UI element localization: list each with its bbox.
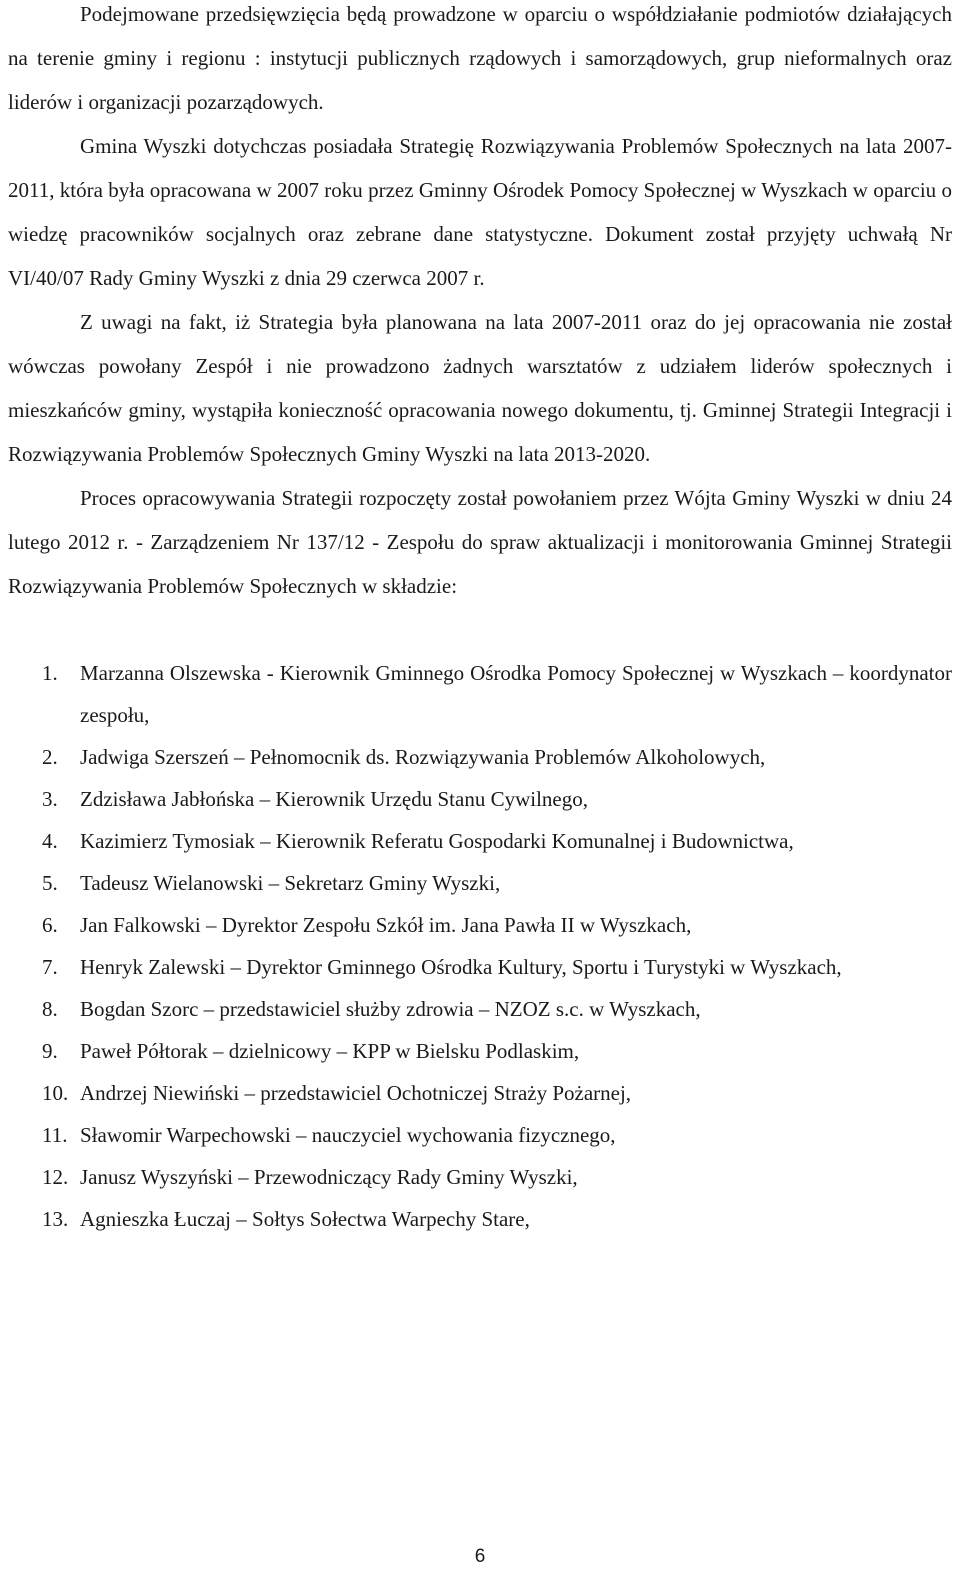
list-item [8, 1114, 952, 1156]
list-item-number: 7. [42, 955, 58, 979]
list-item [8, 1072, 952, 1114]
list-item-number: 4. [42, 829, 58, 853]
paragraph-team-appointment: Proces opracowywania Strategii rozpoczęty został powołaniem przez Wójta Gminy Wyszki w dniu 24 lutego 2012 r. - Zarządzeniem Nr 137/12 - Zespołu do spraw aktualizacji i monitorowania Gminnej Strategii Rozwiązywania Problemów Społecznych w składzie: [8, 486, 952, 598]
list-item [8, 904, 952, 946]
list-item-text: Bogdan Szorc – przedstawiciel służby zdrowia – NZOZ s.c. w Wyszkach, [80, 997, 701, 1021]
list-item-text: Janusz Wyszyński – Przewodniczący Rady Gminy Wyszki, [80, 1165, 578, 1189]
list-item-number: 6. [42, 913, 58, 937]
list-item [8, 820, 952, 862]
list-item-number: 8. [42, 997, 58, 1021]
list-item-number: 13. [42, 1207, 69, 1231]
list-item-number: 12. [42, 1165, 69, 1189]
list-item [8, 652, 952, 736]
list-item-number: 11. [42, 1123, 68, 1147]
list-item-text: Jan Falkowski – Dyrektor Zespołu Szkół im. Jana Pawła II w Wyszkach, [80, 913, 692, 937]
list-item-number: 10. [42, 1081, 69, 1105]
list-item-number: 5. [42, 871, 58, 895]
list-item-text: Agnieszka Łuczaj – Sołtys Sołectwa Warpechy Stare, [80, 1207, 530, 1231]
list-item-number: 3. [42, 787, 58, 811]
page-number: 6 [474, 1546, 486, 1567]
paragraph-new-strategy-need: Z uwagi na fakt, iż Strategia była planowana na lata 2007-2011 oraz do jej opracowania nie został wówczas powołany Zespół i nie prowadzono żadnych warsztatów z udziałem liderów społecznych i mieszkańców gminy, wystąpiła konieczność opracowania nowego dokumentu, tj. Gminnej Strategii Integracji i Rozwiązywania Problemów Społecznych Gminy Wyszki na lata 2013-2020. [8, 310, 952, 466]
list-item-number: 1. [42, 661, 58, 685]
team-members-list [8, 652, 952, 1240]
list-item [8, 1156, 952, 1198]
list-item-text: Jadwiga Szerszeń – Pełnomocnik ds. Rozwiązywania Problemów Alkoholowych, [80, 745, 766, 769]
list-item [8, 778, 952, 820]
paragraph-previous-strategy: Gmina Wyszki dotychczas posiadała Strategię Rozwiązywania Problemów Społecznych na lata 2007-2011, która była opracowana w 2007 roku przez Gminny Ośrodek Pomocy Społecznej w Wyszkach w oparciu o wiedzę pracowników socjalnych oraz zebrane dane statystyczne. Dokument został przyjęty uchwałą Nr VI/40/07 Rady Gminy Wyszki z dnia 29 czerwca 2007 r. [8, 134, 952, 290]
list-item [8, 1030, 952, 1072]
list-item [8, 1198, 952, 1240]
list-item-text: Kazimierz Tymosiak – Kierownik Referatu Gospodarki Komunalnej i Budownictwa, [80, 829, 794, 853]
list-item-number: 9. [42, 1039, 58, 1063]
list-item-text: Tadeusz Wielanowski – Sekretarz Gminy Wyszki, [80, 871, 501, 895]
list-item-text: Zdzisława Jabłońska – Kierownik Urzędu Stanu Cywilnego, [80, 787, 588, 811]
list-item-text: Paweł Półtorak – dzielnicowy – KPP w Bielsku Podlaskim, [80, 1039, 580, 1063]
list-item [8, 736, 952, 778]
list-item [8, 946, 952, 988]
paragraph-cooperation: Podejmowane przedsięwzięcia będą prowadzone w oparciu o współdziałanie podmiotów działających na terenie gminy i regionu : instytucji publicznych rządowych i samorządowych, grup nieformalnych oraz liderów i organizacji pozarządowych. [8, 2, 952, 114]
list-item-text: Marzanna Olszewska - Kierownik Gminnego Ośrodka Pomocy Społecznej w Wyszkach – koordynator zespołu, [80, 661, 952, 727]
list-item [8, 988, 952, 1030]
list-item-text: Henryk Zalewski – Dyrektor Gminnego Ośrodka Kultury, Sportu i Turystyki w Wyszkach, [80, 955, 842, 979]
document-page [8, 0, 952, 1240]
list-item-text: Andrzej Niewiński – przedstawiciel Ochotniczej Straży Pożarnej, [80, 1081, 632, 1105]
list-item [8, 862, 952, 904]
list-item-number: 2. [42, 745, 58, 769]
list-item-text: Sławomir Warpechowski – nauczyciel wychowania fizycznego, [80, 1123, 616, 1147]
